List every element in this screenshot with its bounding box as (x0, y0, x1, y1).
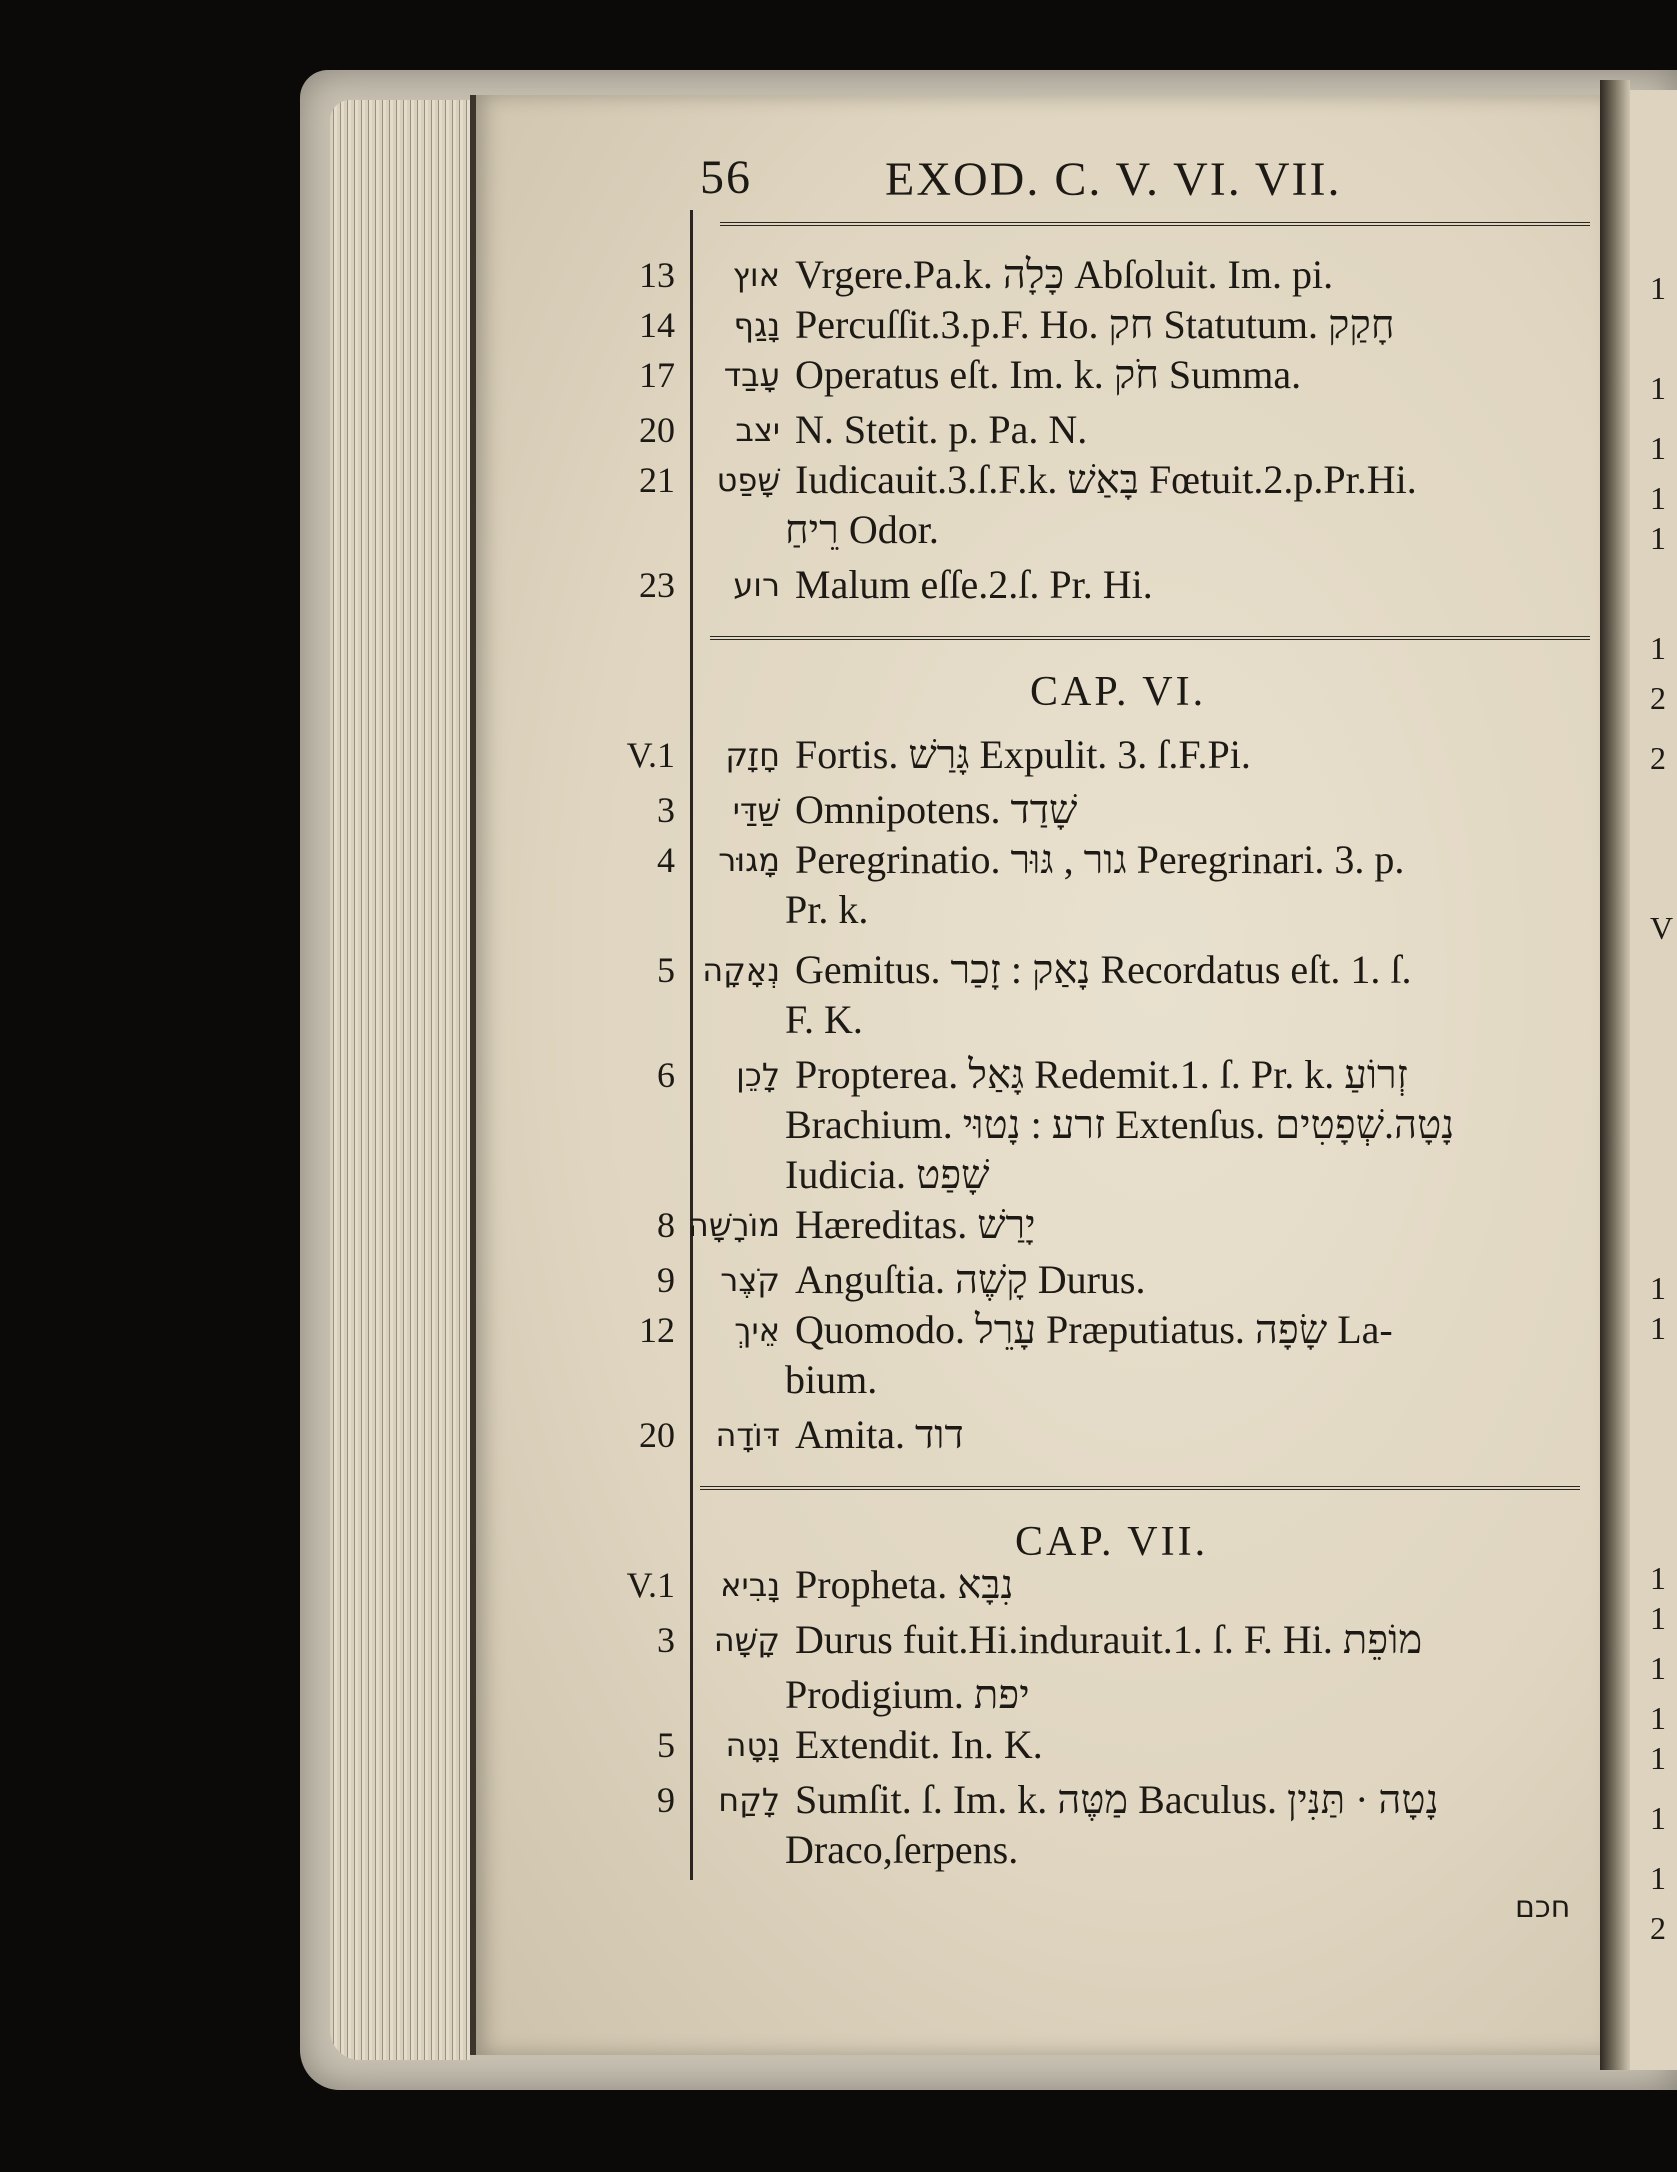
entry-text: Propheta. נִבָּא (795, 1562, 1014, 1607)
verse-number: 21 (639, 460, 675, 500)
entry-text: Hæreditas. יָרַשׁ (795, 1202, 1036, 1247)
entry-text: Anguſtia. קָשֶׁה Durus. (795, 1257, 1146, 1302)
verse-number: 6 (657, 1055, 675, 1095)
entry-text: Vrgere.Pa.k. כָּלָה Abſoluit. Im. pi. (795, 252, 1334, 297)
catchword: חכם (1515, 1890, 1571, 1925)
column-rule (690, 210, 693, 1880)
entry-text: Propterea. גָּאַל Redemit.1. ſ. Pr. k. זְרוֹעַ (795, 1052, 1408, 1097)
hebrew-headword: נָבִיא (720, 1566, 780, 1604)
chapter-rule-vi (710, 636, 1590, 640)
entry-text: Brachium. זרע : נָטוּי Extenſus. נָטָה.שְׁפָטִים (785, 1102, 1455, 1147)
next-page-fragment: 1 (1650, 1740, 1666, 1776)
entry-text: Peregrinatio. גור , גּוּר Peregrinari. 3. p. (795, 837, 1405, 882)
hebrew-headword: רוע (733, 566, 780, 604)
hebrew-headword: מָגוּר (718, 841, 780, 879)
page-header (700, 150, 1420, 210)
chapter-rule-vii (700, 1486, 1580, 1490)
entry-text: Percuſſit.3.p.F. Ho. חק Statutum. חָקַק (795, 302, 1395, 347)
verse-number: V.1 (626, 1565, 675, 1605)
hebrew-headword: קֹצֶר (720, 1261, 780, 1299)
verse-number: 3 (657, 790, 675, 830)
hebrew-headword: מוֹרָשָׁה (687, 1206, 780, 1244)
entry-text: Fortis. גָּרַשׁ Expulit. 3. ſ.F.Pi. (795, 732, 1251, 777)
hebrew-headword: אֵיךְ (734, 1311, 780, 1349)
next-page-fragment: 1 (1650, 370, 1666, 406)
next-page-fragment: 2 (1650, 680, 1666, 716)
next-page-fragment: 1 (1650, 1560, 1666, 1596)
verse-number: 3 (657, 1620, 675, 1660)
entry-text: F. K. (785, 997, 863, 1042)
verse-number: 14 (639, 305, 675, 345)
next-page-fragment: 1 (1650, 520, 1666, 556)
gutter (1600, 80, 1630, 2070)
entry-text: N. Stetit. p. Pa. N. (795, 407, 1088, 452)
hebrew-headword: קָשָׁה (713, 1621, 780, 1659)
verse-number: 8 (657, 1205, 675, 1245)
verse-number: 20 (639, 410, 675, 450)
next-page-fragment: 1 (1650, 1270, 1666, 1306)
hebrew-headword: עָבַד (723, 356, 780, 394)
verse-number: 17 (639, 355, 675, 395)
hebrew-headword: דּוֹדָה (715, 1416, 780, 1454)
next-page-fragment: V (1650, 910, 1674, 946)
hebrew-headword: שַׁדַּי (732, 791, 780, 829)
entry-text: Iudicia. שָׁפַט (785, 1152, 990, 1197)
header-rule (720, 222, 1590, 226)
next-page-fragment: 1 (1650, 1650, 1666, 1686)
verse-number: 9 (657, 1780, 675, 1820)
next-page-fragment: 1 (1650, 1800, 1666, 1836)
next-page-fragment: 1 (1650, 1700, 1666, 1736)
entry-text: Amita. דוד (795, 1412, 964, 1457)
next-page-fragment: 1 (1650, 1600, 1666, 1636)
hebrew-headword: שָׁפַט (716, 461, 780, 499)
hebrew-headword: לָקַח (718, 1781, 780, 1819)
next-page-fragment: 1 (1650, 480, 1666, 516)
entry-text: Draco,ſerpens. (785, 1827, 1019, 1872)
entry-text: Durus fuit.Hi.indurauit.1. ſ. F. Hi. מוֹפֵת (795, 1617, 1423, 1662)
verse-number: 23 (639, 565, 675, 605)
hebrew-headword: חָזָק (725, 736, 780, 774)
next-page-fragment: 2 (1650, 740, 1666, 776)
hebrew-headword: נָטָה (725, 1726, 780, 1764)
next-page-fragment: 1 (1650, 1860, 1666, 1896)
next-page-fragment: 1 (1650, 430, 1666, 466)
hebrew-headword: אוץ (732, 256, 780, 294)
running-title: EXOD. C. V. VI. VII. (885, 153, 1342, 206)
entry-text: Omnipotens. שָׁדַד (795, 787, 1078, 832)
verse-number: V.1 (626, 735, 675, 775)
hebrew-headword: נְאָקָה (702, 951, 780, 989)
verse-number: 20 (639, 1415, 675, 1455)
verse-number: 9 (657, 1260, 675, 1300)
verse-number: 4 (657, 840, 675, 880)
entry-text: Malum eſſe.2.ſ. Pr. Hi. (795, 562, 1153, 607)
page-edges (330, 100, 470, 2060)
entry-text: Operatus eſt. Im. k. חֹק Summa. (795, 352, 1302, 397)
next-page-fragment: 1 (1650, 270, 1666, 306)
chapter-heading-vii: CAP. VII. (1015, 1519, 1209, 1565)
hebrew-headword: יצב (735, 411, 780, 449)
entry-text: Gemitus. נָאַק : זָכַר Recordatus eſt. 1. ſ. (795, 947, 1412, 992)
next-page-fragment: 1 (1650, 630, 1666, 666)
entry-text: Pr. k. (785, 887, 869, 932)
entry-text: Iudicauit.3.ſ.F.k. בָּאַשׁ Fœtuit.2.p.Pr.Hi. (795, 457, 1417, 502)
verse-number: 12 (639, 1310, 675, 1350)
verse-number: 5 (657, 1725, 675, 1765)
entry-text: Prodigium. יפת (785, 1672, 1030, 1717)
verse-number: 13 (639, 255, 675, 295)
entry-text: Extendit. In. K. (795, 1722, 1043, 1767)
entry-text: Sumſit. ſ. Im. k. מַטֶּה Baculus. נָטָה · תַּנִּין (795, 1777, 1439, 1822)
hebrew-headword: נָגַף (733, 306, 780, 344)
next-page-fragment: 1 (1650, 1310, 1666, 1346)
page-number: 56 (700, 151, 752, 204)
entry-text: Quomodo. עָרֵל Præputiatus. שָׂפָה La- (795, 1307, 1393, 1352)
next-page-fragment: 2 (1650, 1910, 1666, 1946)
entry-text: רֵיחַ Odor. (785, 507, 939, 552)
verse-number: 5 (657, 950, 675, 990)
entry-text: bium. (785, 1357, 878, 1402)
chapter-heading-vi: CAP. VI. (1030, 669, 1207, 715)
hebrew-headword: לָכֵן (736, 1056, 780, 1094)
